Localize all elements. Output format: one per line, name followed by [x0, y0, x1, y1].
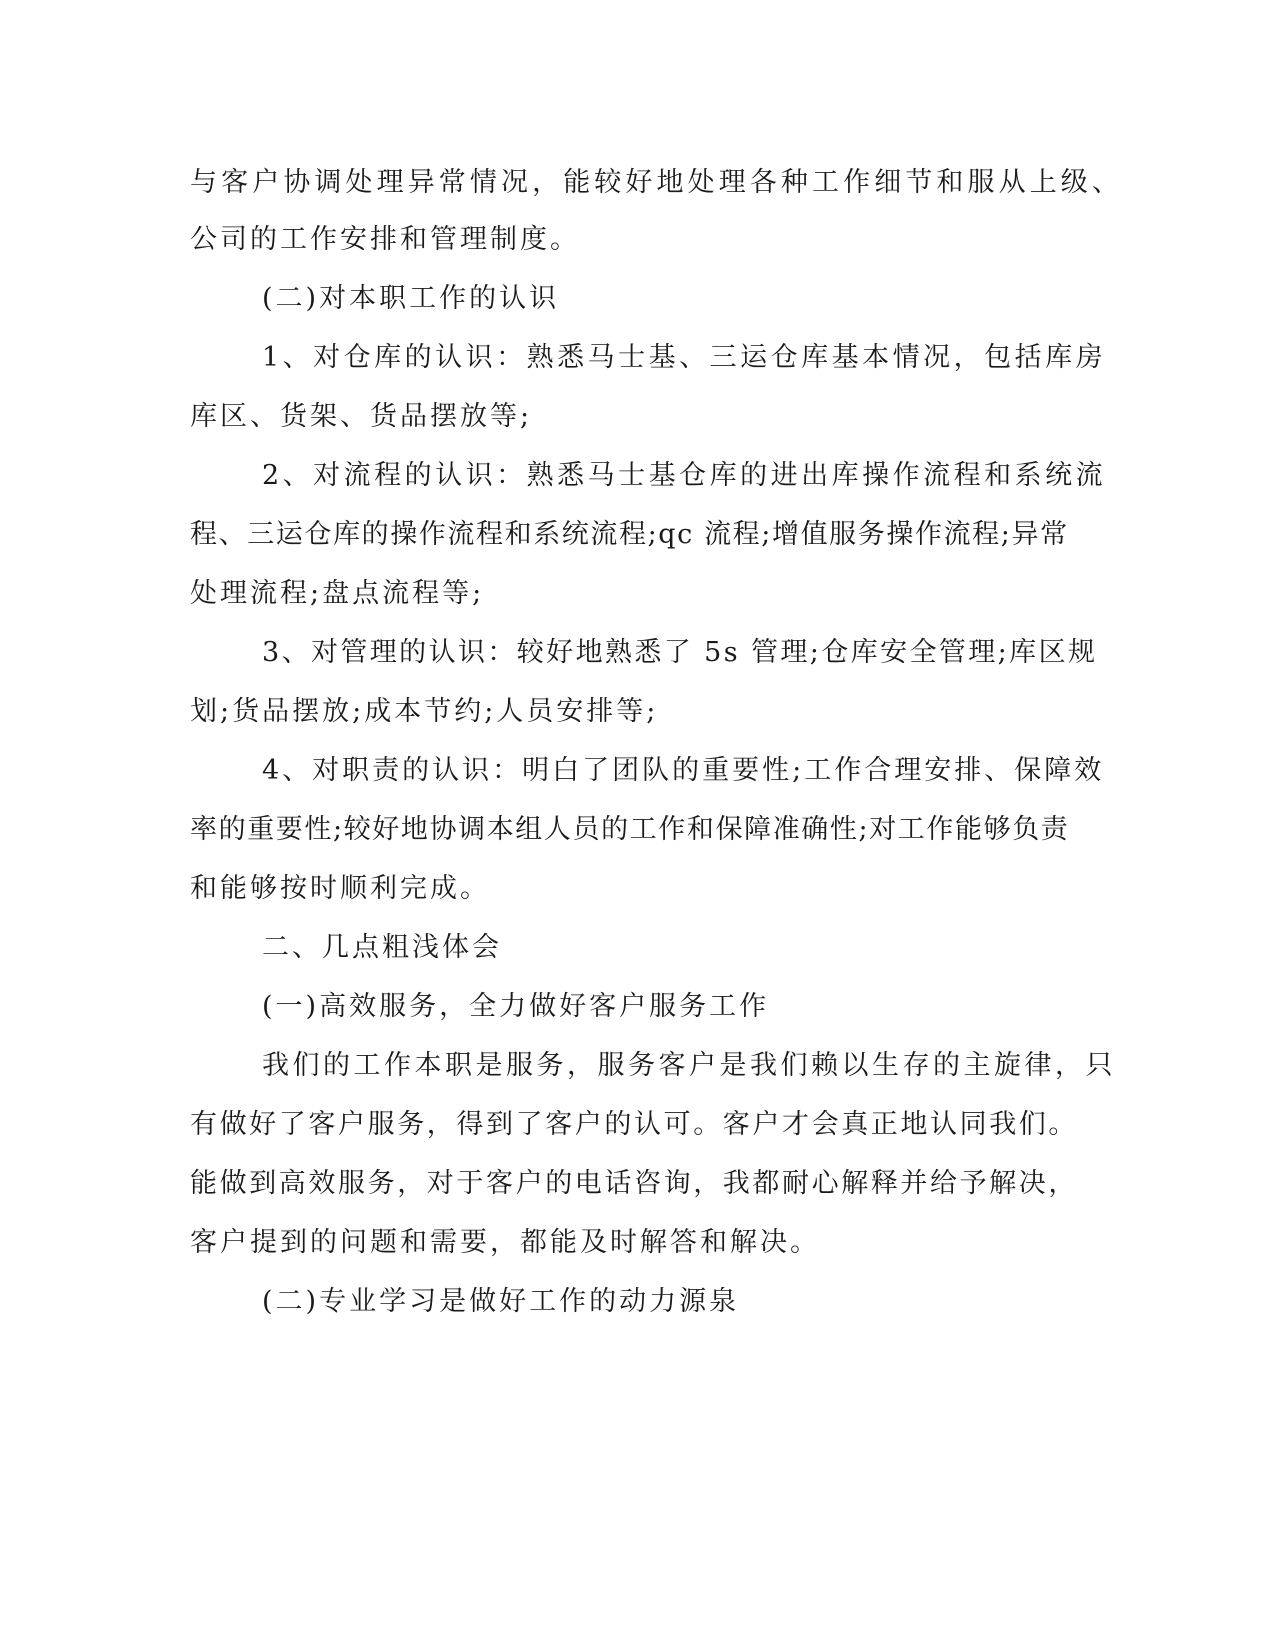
body-text-line: 能做到高效服务，对于客户的电话咨询，我都耐心解释并给予解决， — [190, 1168, 1078, 1199]
list-item-line: 率的重要性;较好地协调本组人员的工作和保障准确性;对工作能够负责 — [190, 814, 1070, 845]
section-heading: (二)专业学习是做好工作的动力源泉 — [262, 1286, 740, 1317]
list-item-line: 处理流程;盘点流程等; — [190, 578, 485, 609]
list-item-line: 4、对职责的认识：明白了团队的重要性;工作合理安排、保障效 — [262, 755, 1105, 786]
list-item-line: 1、对仓库的认识：熟悉马士基、三运仓库基本情况，包括库房 — [262, 342, 1107, 373]
body-text-line: 公司的工作安排和管理制度。 — [190, 224, 580, 255]
body-text-line: 有做好了客户服务，得到了客户的认可。客户才会真正地认同我们。 — [190, 1109, 1078, 1140]
list-item-line: 2、对流程的认识：熟悉马士基仓库的进出库操作流程和系统流 — [262, 460, 1107, 491]
body-text-line: 我们的工作本职是服务，服务客户是我们赖以生存的主旋律，只 — [262, 1050, 1116, 1081]
list-item-line: 3、对管理的认识：较好地熟悉了 5s 管理;仓库安全管理;库区规 — [262, 637, 1098, 668]
list-item-line: 和能够按时顺利完成。 — [190, 873, 490, 904]
body-text-line: 与客户协调处理异常情况，能较好地处理各种工作细节和服从上级、 — [190, 167, 1123, 198]
section-heading: (二)对本职工作的认识 — [262, 283, 560, 314]
body-text-line: 客户提到的问题和需要，都能及时解答和解决。 — [190, 1227, 820, 1258]
list-item-line: 程、三运仓库的操作流程和系统流程;qc 流程;增值服务操作流程;异常 — [190, 519, 1069, 550]
section-heading: 二、几点粗浅体会 — [262, 932, 502, 963]
section-heading: (一)高效服务，全力做好客户服务工作 — [262, 991, 770, 1022]
list-item-line: 库区、货架、货品摆放等; — [190, 401, 533, 432]
list-item-line: 划;货品摆放;成本节约;人员安排等; — [190, 696, 659, 727]
